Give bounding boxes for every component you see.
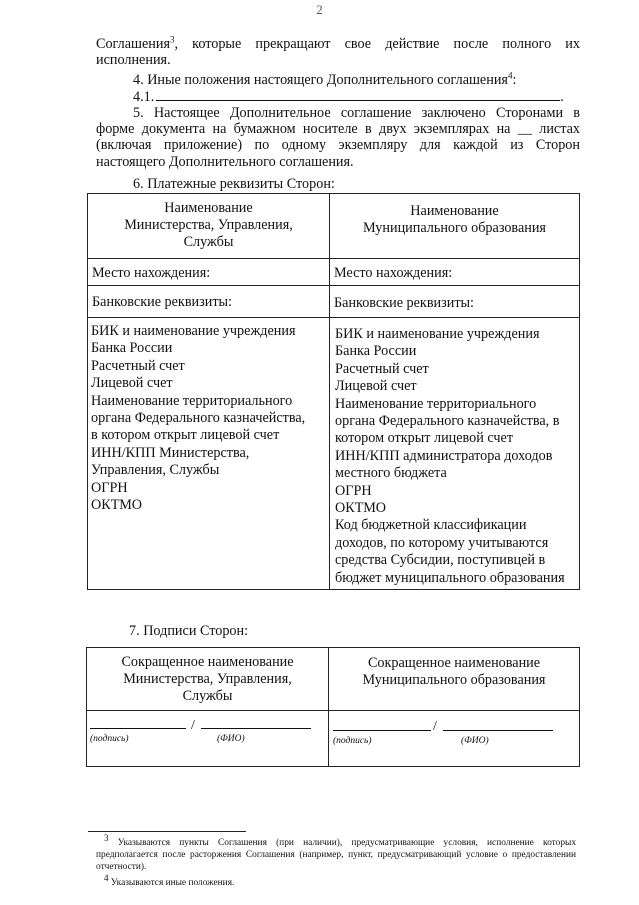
footnote-3: [96, 833, 577, 874]
left-sig-header-line: Службы: [182, 688, 233, 705]
page-number: 2: [316, 2, 323, 17]
right-location-cell: Место нахождения:: [330, 259, 580, 286]
right-name-label: (ФИО): [461, 736, 489, 746]
left-detail-line: Наименование территориального: [91, 392, 293, 409]
right-sign-slash: /: [433, 719, 437, 734]
right-sign-label: (подпись): [333, 736, 372, 746]
footnote-ref-4: 4: [507, 70, 513, 81]
left-name-line: [201, 728, 311, 729]
footnote-4-text: Указываются иные положения.: [110, 878, 235, 889]
section-4-text: 4. Иные положения настоящего Дополнительного соглашения: [133, 72, 508, 88]
right-detail-line: ИНН/КПП администратора доходов: [335, 447, 553, 464]
section-4-tail: :: [512, 72, 517, 88]
right-org-header: [330, 194, 580, 259]
left-org-header-line: Наименование: [164, 200, 253, 216]
left-sig-header-line: Министерства, Управления,: [123, 671, 292, 688]
right-detail-line: Банка России: [335, 343, 417, 360]
right-org-header-line: Муниципального образования: [363, 220, 546, 237]
section-6-heading: 6. Платежные реквизиты Сторон:: [133, 176, 335, 192]
left-detail-line: в котором открыт лицевой счет: [91, 427, 280, 444]
right-name-line: [443, 730, 553, 731]
section-4-1-blank: [156, 89, 560, 101]
left-detail-line: БИК и наименование учреждения: [91, 323, 296, 339]
left-detail-line: Банка России: [91, 340, 173, 357]
footnote-3-text: Указываются пункты Соглашения (при наличии), предусматривающие условия, исполнение которых предполагается после расторжения Соглашения (например, пункт, предусматривающий условие о предоставлении отчетности).: [96, 838, 577, 872]
right-detail-line: Расчетный счет: [335, 360, 429, 377]
left-detail-line: ИНН/КПП Министерства,: [91, 444, 250, 461]
right-sign-line: [333, 730, 431, 731]
footnote-4: [104, 873, 504, 890]
left-detail-line: Управления, Службы: [91, 462, 220, 479]
continued-tail: , которые прекращают свое действие после полного их исполнения.: [96, 36, 580, 69]
section-4-1-end: .: [560, 89, 564, 105]
left-location-cell: Место нахождения:: [88, 259, 330, 286]
left-detail-line: ОКТМО: [91, 497, 143, 514]
footnote-3-mark: 3: [104, 833, 109, 843]
continued-paragraph: [96, 36, 580, 68]
left-sign-line: [90, 728, 186, 729]
right-detail-line: местного бюджета: [335, 465, 447, 482]
right-detail-line: средства Субсидии, поступивцей в: [335, 552, 546, 569]
right-org-header-lines: [330, 203, 579, 237]
left-sign-slash: /: [191, 718, 195, 733]
left-detail-line: ОГРН: [91, 479, 128, 496]
right-detail-line: органа Федерального казначейства, в: [335, 413, 560, 430]
right-org-header-line: Наименование: [410, 203, 499, 219]
right-detail-line: Код бюджетной классификации: [335, 517, 527, 534]
left-org-header: [88, 194, 330, 259]
left-details-cell: [88, 318, 330, 590]
right-detail-line: бюджет муниципального образования: [335, 569, 565, 586]
right-bank-cell: Банковские реквизиты:: [330, 286, 580, 318]
left-bank-cell: Банковские реквизиты:: [88, 286, 330, 318]
left-name-label: (ФИО): [217, 734, 245, 744]
left-detail-line: органа Федерального казначейства,: [91, 410, 306, 427]
right-detail-line: Наименование территориального: [335, 395, 537, 412]
section-4-heading: [133, 72, 516, 88]
continued-text: Соглашения: [96, 36, 170, 52]
right-detail-line: ОГРН: [335, 482, 372, 499]
signatures-table: [86, 647, 580, 767]
left-detail-line: Лицевой счет: [91, 375, 173, 392]
left-org-header-line: Службы: [183, 234, 234, 251]
left-sign-label: (подпись): [90, 734, 129, 744]
left-org-header-line: Министерства, Управления,: [124, 217, 293, 234]
right-sig-header: [329, 648, 580, 711]
right-detail-line: ОКТМО: [335, 500, 387, 517]
left-sign-cell: [87, 711, 329, 767]
right-sig-header-line: Сокращенное наименование: [367, 655, 541, 671]
section-7-heading: 7. Подписи Сторон:: [129, 623, 249, 639]
right-sign-cell: [329, 711, 580, 767]
right-details-cell: [330, 318, 580, 590]
right-sig-header-line: Муниципального образования: [362, 672, 546, 689]
right-detail-line: Лицевой счет: [335, 378, 417, 395]
footnote-ref-3: 3: [169, 34, 175, 45]
right-detail-line: БИК и наименование учреждения: [335, 326, 540, 342]
left-sig-header: [87, 648, 329, 711]
right-detail-line: доходов, по которому учитываются: [335, 534, 549, 551]
footnote-4-mark: 4: [104, 873, 109, 883]
section-4-1-label: 4.1.: [133, 89, 155, 105]
left-detail-line: Расчетный счет: [91, 357, 185, 374]
left-org-header-lines: [88, 200, 329, 252]
section-5-paragraph: 5. Настоящее Дополнительное соглашение заключено Сторонами в форме документа на бумажном носителе в двух экземплярах на __ листах (включая приложение) по одному экземпляру для каждой из Сторон настоящего Дополнительного соглашения.: [96, 105, 580, 170]
left-sig-header-line: Сокращенное наименование: [121, 654, 294, 670]
right-detail-line: котором открыт лицевой счет: [335, 430, 514, 447]
footnote-separator: [88, 831, 246, 832]
section-4-1: [133, 89, 564, 105]
payment-details-table: [87, 193, 580, 590]
